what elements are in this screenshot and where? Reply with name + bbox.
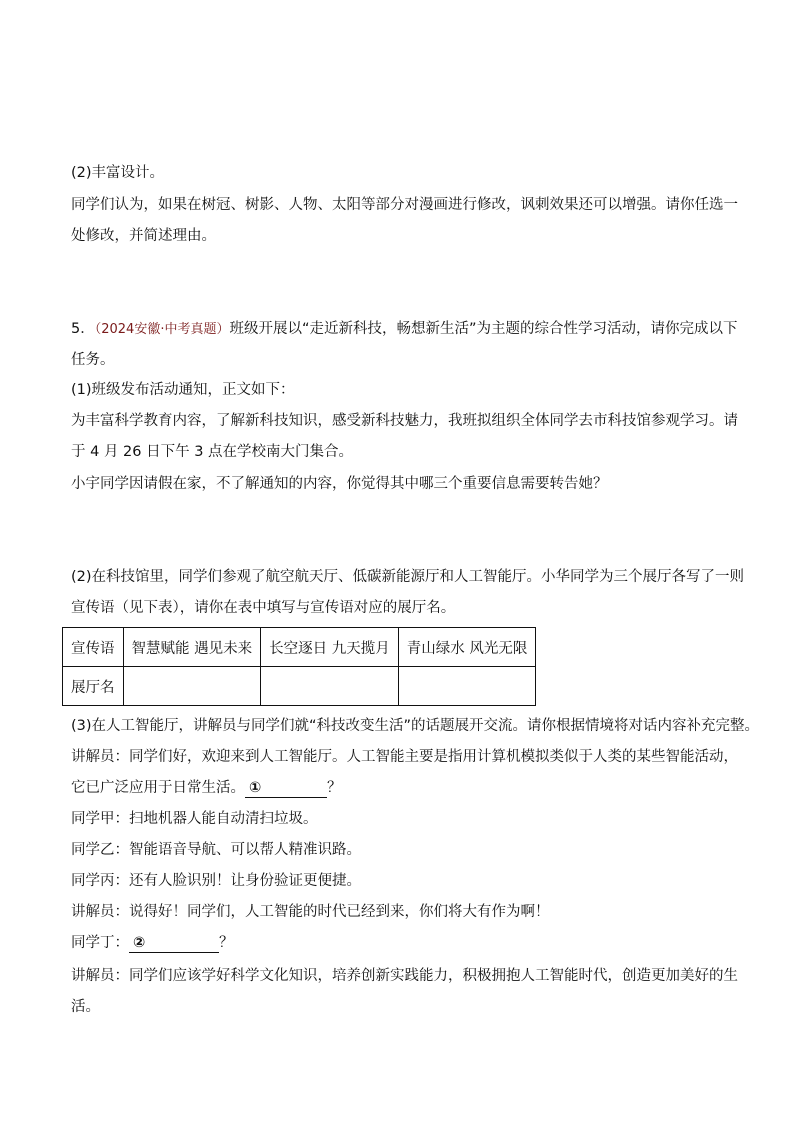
guide-line2-text: 它已广泛应用于日常生活。	[71, 780, 245, 796]
q5-line1	[71, 319, 738, 340]
q5-source: （2024安徽·中考真题）	[94, 322, 230, 337]
table-cell: 智慧赋能 遇见未来	[123, 628, 261, 667]
q5-sub3-heading: (3)在人工智能厅，讲解员与同学们就“科技改变生活”的话题展开交流。请你根据情境将对话内容补充完整。	[71, 718, 760, 734]
part2-text-line1: 同学们认为，如果在树冠、树影、人物、太阳等部分对漫画进行修改，讽刺效果还可以增强。请你任选一	[71, 197, 738, 213]
student-b-line: 同学乙：智能语音导航、可以帮人精准识路。	[71, 842, 361, 858]
table-cell: 长空逐日 九天揽月	[261, 628, 399, 667]
answer-cell[interactable]	[261, 667, 399, 706]
answer-cell[interactable]	[123, 667, 261, 706]
table-cell: 宣传语	[63, 628, 124, 667]
guide-line2	[71, 778, 731, 798]
answer-blank-1[interactable]	[245, 779, 327, 798]
question-mark: ？	[219, 935, 234, 951]
question-mark: ？	[327, 780, 342, 796]
q5-sub2-line1: (2)在科技馆里，同学们参观了航空航天厅、低碳新能源厅和人工智能厅。小华同学为三个展厅各写了一则	[71, 569, 745, 585]
answer-cell[interactable]	[398, 667, 536, 706]
notice-line1: 为丰富科学教育内容，了解新科技知识，感受新科技魅力，我班拟组织全体同学去市科技馆参观学习。请	[71, 413, 738, 429]
q5-number: 5．	[71, 321, 95, 337]
answer-blank-2[interactable]	[129, 934, 219, 953]
guide-line3: 讲解员：说得好！同学们，人工智能的时代已经到来，你们将大有作为啊！	[71, 904, 550, 920]
blank-number: ②	[133, 935, 146, 951]
student-d-label: 同学丁：	[71, 935, 129, 951]
table-cell: 展厅名	[63, 667, 124, 706]
student-d-line	[71, 933, 731, 953]
slogan-table	[62, 627, 536, 706]
table-cell: 青山绿水 风光无限	[398, 628, 536, 667]
student-c-line: 同学丙：还有人脸识别！让身份验证更便捷。	[71, 873, 361, 889]
q5-intro: 班级开展以“走近新科技，畅想新生活”为主题的综合性学习活动，请你完成以下	[229, 321, 738, 337]
guide-line1: 讲解员：同学们好，欢迎来到人工智能厅。人工智能主要是指用计算机模拟类似于人类的某些智能活动，	[71, 749, 738, 765]
q5-line2: 任务。	[71, 352, 115, 368]
student-a-line: 同学甲：扫地机器人能自动清扫垃圾。	[71, 811, 318, 827]
part2-text-line2: 处修改，并简述理由。	[71, 228, 216, 244]
notice-line2: 于 4 月 26 日下午 3 点在学校南大门集合。	[71, 444, 354, 460]
table-row	[63, 628, 536, 667]
part2-heading: (2)丰富设计。	[71, 165, 165, 181]
q5-sub2-line2: 宣传语（见下表），请你在表中填写与宣传语对应的展厅名。	[71, 600, 456, 616]
q5-sub1-heading: (1)班级发布活动通知，正文如下：	[71, 382, 295, 398]
guide-line4: 讲解员：同学们应该学好科学文化知识，培养创新实践能力，积极拥抱人工智能时代，创造更加美好的生	[71, 968, 738, 984]
guide-line5: 活。	[71, 999, 100, 1015]
q5-sub1-question: 小宇同学因请假在家，不了解通知的内容，你觉得其中哪三个重要信息需要转告她？	[71, 476, 608, 492]
table-row	[63, 667, 536, 706]
blank-number: ①	[249, 780, 262, 796]
